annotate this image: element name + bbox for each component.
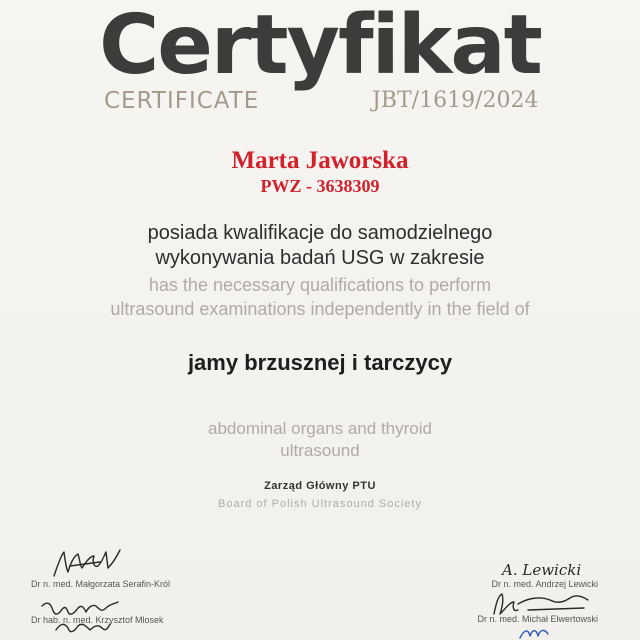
signature-lewicki: A. Lewicki — [502, 561, 582, 579]
statement-en-line-1: has the necessary qualifications to perform — [148, 275, 492, 295]
signatory-right-2: Dr n. med. Michał Elwertowski — [477, 614, 598, 624]
issuer-en: Board of Polish Ultrasound Society — [218, 498, 422, 510]
signature-blue-stroke — [516, 626, 556, 640]
certificate-number: JBT/1619/2024 — [372, 88, 539, 113]
certificate-subtitle: CERTIFICATE — [104, 88, 260, 114]
signatory-right-1: Dr n. med. Andrzej Lewicki — [491, 579, 598, 589]
statement-pl-line-2: wykonywania badań USG w zakresie — [155, 247, 485, 269]
statement-en-line-2: ultrasound examinations independently in the field of — [110, 299, 530, 319]
signatory-left-1: Dr n. med. Małgorzata Serafin-Król — [31, 579, 171, 589]
recipient-name: Marta Jaworska — [231, 147, 409, 174]
issuer-pl: Zarząd Główny PTU — [264, 480, 376, 492]
certificate-title: Certyfikat — [99, 0, 541, 93]
statement-pl-line-1: posiada kwalifikacje do samodzielnego — [147, 222, 493, 244]
field-en-line-1: abdominal organs and thyroid — [208, 419, 432, 438]
field-pl: jamy brzusznej i tarczycy — [187, 350, 453, 375]
signature-serafin-krol — [40, 546, 130, 582]
recipient-license: PWZ - 3638309 — [260, 176, 380, 196]
signatory-left-2: Dr hab. n. med. Krzysztof Mlosek — [31, 615, 164, 625]
field-en-line-2: ultrasound — [280, 441, 360, 460]
